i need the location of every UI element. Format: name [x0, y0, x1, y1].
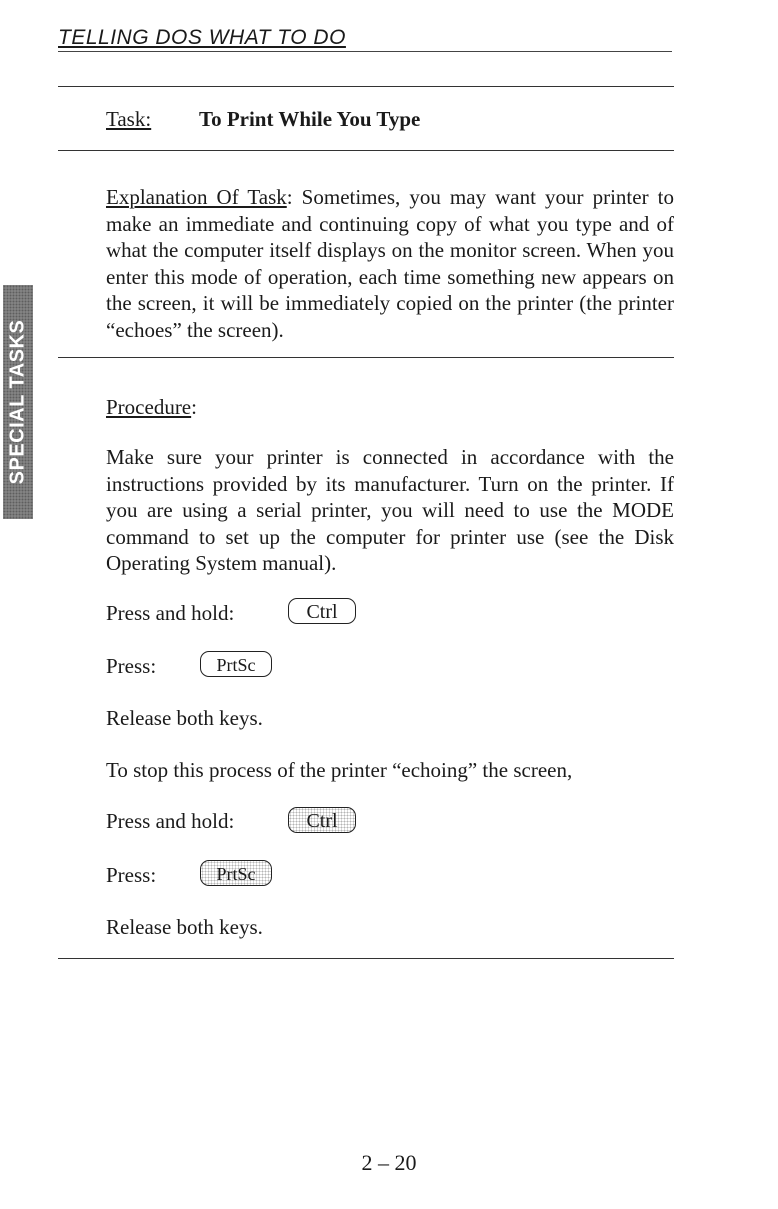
explanation-label: Explanation Of Task [106, 185, 287, 209]
stop-press-hold-label: Press and hold: [106, 809, 235, 833]
divider-after-task [58, 150, 674, 151]
start-press-label: Press: [106, 654, 157, 678]
page-number: 2 – 20 [361, 1150, 417, 1175]
procedure-colon: : [191, 395, 197, 419]
ctrl-key-icon: Ctrl [288, 598, 356, 624]
section-side-tab-label: SPECIAL TASKS [6, 319, 29, 485]
divider-bottom [58, 958, 674, 959]
prtsc-key-icon: PrtSc [200, 860, 272, 886]
procedure-heading [106, 394, 197, 420]
task-title: To Print While You Type [199, 107, 421, 131]
procedure-intro: Make sure your printer is connected in accordance with the instructions provided by its manufacturer. Turn on the printer. If you are using a serial printer, you will need to use the MODE command to set up the computer for printer use (see the Disk Operating System manual). [106, 445, 674, 575]
explanation-text: : Sometimes, you may want your printer to make an immediate and continuing copy of what you type and of what the computer itself displays on the monitor screen. When you enter this mode of operation, each time something new appears on the screen, it will be immediately copied on the printer (the printer “echoes” the screen). [106, 185, 674, 342]
start-press-hold-label: Press and hold: [106, 601, 235, 625]
stop-release-text: Release both keys. [106, 915, 263, 939]
divider-after-explanation [58, 357, 674, 358]
section-side-tab [3, 285, 33, 519]
running-header [58, 26, 672, 52]
start-release-text: Release both keys. [106, 706, 263, 730]
explanation-paragraph [106, 184, 674, 343]
ctrl-key-icon: Ctrl [288, 807, 356, 833]
running-header-title: TELLING DOS WHAT TO DO [58, 26, 346, 49]
procedure-label: Procedure [106, 395, 192, 419]
divider-top [58, 86, 674, 87]
stop-intro-text: To stop this process of the printer “echoing” the screen, [106, 758, 573, 782]
stop-press-label: Press: [106, 863, 157, 887]
task-label: Task: [106, 107, 152, 131]
prtsc-key-icon: PrtSc [200, 651, 272, 677]
task-heading [106, 106, 420, 132]
